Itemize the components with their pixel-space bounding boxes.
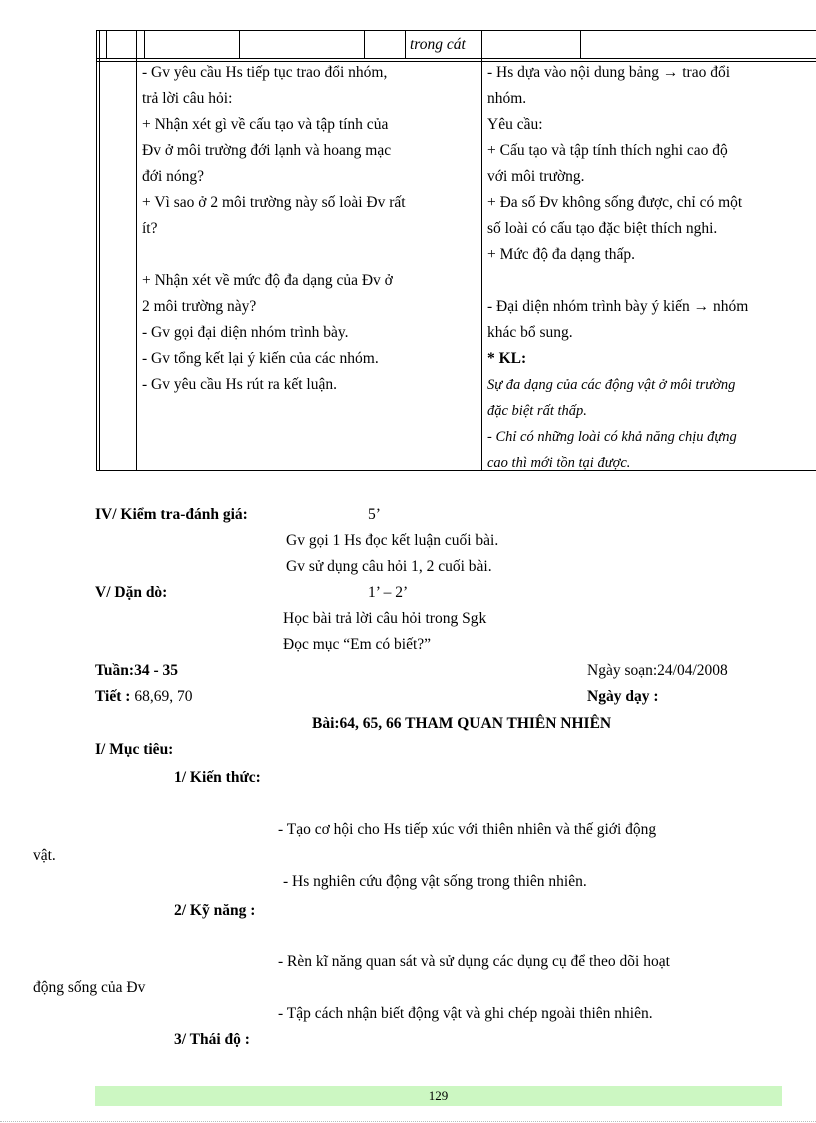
- teacher-line: trả lời câu hỏi:: [142, 90, 233, 107]
- skills-line: động sống của Đv: [33, 979, 146, 996]
- teacher-line: + Nhận xét gì về cấu tạo và tập tính của: [142, 116, 389, 133]
- period-label: Tiết :: [95, 688, 135, 705]
- teacher-line: - Gv yêu cầu Hs rút ra kết luận.: [142, 376, 337, 393]
- student-line: Yêu cầu:: [487, 116, 543, 133]
- knowledge-line: - Tạo cơ hội cho Hs tiếp xúc với thiên nhiên và thế giới động: [278, 821, 657, 838]
- section5-heading: V/ Dặn dò:: [95, 584, 168, 601]
- table-top-row-divider: [144, 30, 145, 59]
- teacher-line: đới nóng?: [142, 168, 205, 185]
- student-line: số loài có cấu tạo đặc biệt thích nghi.: [487, 220, 718, 237]
- teacher-line: 2 môi trường này?: [142, 298, 257, 315]
- table-top-cell-text: trong cát: [410, 36, 466, 53]
- teacher-line: + Nhận xét về mức độ đa dạng của Đv ở: [142, 272, 393, 289]
- week-info: [95, 658, 178, 684]
- teacher-line: - Gv yêu cầu Hs tiếp tục trao đổi nhóm,: [142, 64, 388, 81]
- student-line: + Mức độ đa dạng thấp.: [487, 246, 635, 263]
- table-col-divider: [136, 30, 137, 471]
- teacher-line: - Gv tổng kết lại ý kiến của các nhóm.: [142, 350, 379, 367]
- conclusion-label: * KL:: [487, 350, 527, 367]
- student-line: + Đa số Đv không sống được, chỉ có một: [487, 194, 743, 211]
- attitude-heading: 3/ Thái độ :: [174, 1031, 250, 1048]
- table-top-row-divider: [580, 30, 581, 59]
- teacher-activity-column: [142, 60, 406, 398]
- knowledge-line: vật.: [33, 847, 56, 864]
- section5-time: 1’ – 2’: [368, 584, 409, 601]
- table-top-row-divider: [364, 30, 365, 59]
- section4-heading: IV/ Kiểm tra-đánh giá:: [95, 506, 248, 523]
- teacher-line: [142, 242, 406, 268]
- page-footer: [95, 1086, 782, 1106]
- conclusion-line: đặc biệt rất thấp.: [487, 403, 587, 419]
- student-line: nhóm.: [487, 90, 527, 107]
- section4-time: 5’: [368, 506, 381, 523]
- section5-line: Học bài trả lời câu hỏi trong Sgk: [283, 610, 487, 627]
- prep-date: Ngày soạn:24/04/2008: [587, 662, 728, 679]
- conclusion-line: cao thì mới tồn tại được.: [487, 455, 631, 471]
- student-activity-column: [487, 60, 816, 476]
- skills-heading: 2/ Kỹ năng :: [174, 902, 256, 919]
- section4-line: Gv gọi 1 Hs đọc kết luận cuối bài.: [286, 532, 499, 549]
- skills-line: - Rèn kĩ năng quan sát và sử dụng các dụng cụ để theo dõi hoạt: [278, 953, 670, 970]
- period-info: [95, 684, 192, 710]
- week-label: Tuần:: [95, 662, 135, 679]
- teacher-line: Đv ở môi trường đới lạnh và hoang mạc: [142, 142, 392, 159]
- week-value: 34 - 35: [134, 662, 178, 679]
- table-row-divider: [96, 58, 816, 59]
- table-col-divider-main: [481, 30, 482, 471]
- table-top-row-divider: [106, 30, 107, 59]
- lesson-title: Bài:64, 65, 66 THAM QUAN THIÊN NHIÊN: [312, 715, 612, 732]
- student-line: khác bổ sung.: [487, 324, 573, 341]
- teacher-line: ít?: [142, 220, 158, 237]
- student-line: với môi trường.: [487, 168, 585, 185]
- table-left-border-2: [99, 30, 100, 471]
- period-value: 68,69, 70: [134, 688, 193, 705]
- teacher-line: - Gv gọi đại diện nhóm trình bày.: [142, 324, 349, 341]
- page-bottom-edge: [0, 1121, 816, 1122]
- conclusion-line: - Chỉ có những loài có khả năng chịu đựng: [487, 429, 737, 445]
- table-top-border: [96, 30, 816, 31]
- page-number: 129: [428, 1088, 449, 1103]
- knowledge-heading: 1/ Kiến thức:: [174, 769, 261, 786]
- section4-line: Gv sử dụng câu hỏi 1, 2 cuối bài.: [286, 558, 492, 575]
- table-top-row-divider: [239, 30, 240, 59]
- student-line: - Đại diện nhóm trình bày ý kiến → nhóm: [487, 298, 749, 315]
- student-line: + Cấu tạo và tập tính thích nghi cao độ: [487, 142, 728, 159]
- student-line: - Hs dựa vào nội dung bảng → trao đổi: [487, 64, 731, 81]
- skills-line: - Tập cách nhận biết động vật và ghi chép ngoài thiên nhiên.: [278, 1005, 653, 1022]
- knowledge-line: - Hs nghiên cứu động vật sống trong thiên nhiên.: [283, 873, 587, 890]
- teacher-line: + Vì sao ở 2 môi trường này số loài Đv rất: [142, 194, 406, 211]
- conclusion-line: Sự đa dạng của các động vật ở môi trường: [487, 377, 736, 393]
- section5-line: Đọc mục “Em có biết?”: [283, 636, 432, 653]
- table-top-row-divider: [405, 30, 406, 59]
- objectives-heading: I/ Mục tiêu:: [95, 741, 174, 758]
- student-line: [487, 268, 816, 294]
- teach-date: Ngày dạy :: [587, 688, 659, 705]
- table-left-border: [96, 30, 97, 471]
